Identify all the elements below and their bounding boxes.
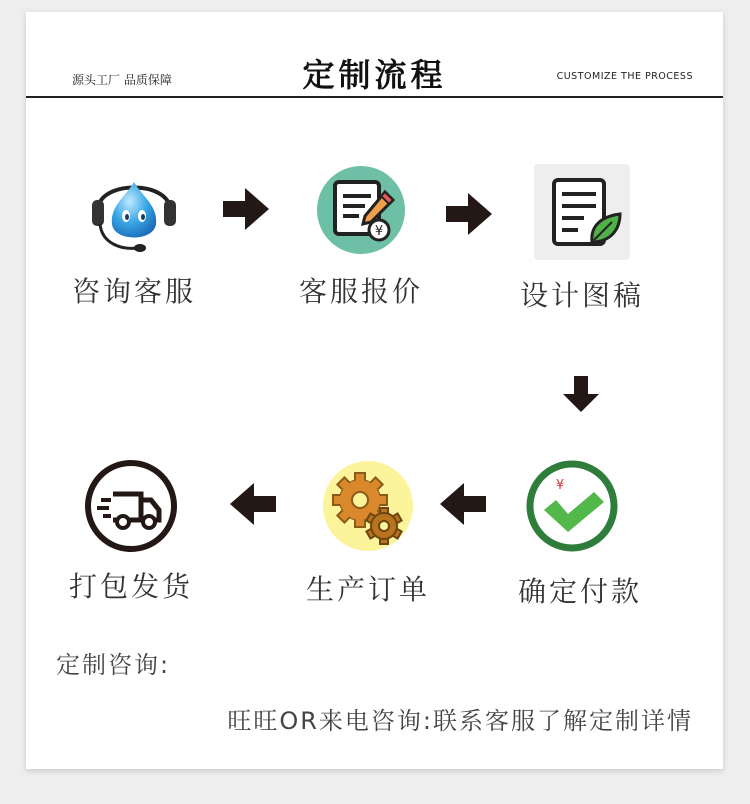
step-label-payment: 确定付款 <box>517 575 642 608</box>
step-label-design: 设计图稿 <box>519 279 644 312</box>
header-subtitle: CUSTOMIZE THE PROCESS <box>556 71 693 82</box>
step-label-delivery: 打包发货 <box>68 570 193 603</box>
arrow-right-icon <box>444 189 494 243</box>
payment-check-icon <box>524 458 620 554</box>
consult-description: 旺旺OR来电咨询:联系客服了解定制详情 <box>227 707 693 735</box>
customer-service-headset-icon <box>86 162 182 258</box>
quote-document-pencil-icon <box>313 162 409 258</box>
consult-heading: 定制咨询: <box>56 651 171 679</box>
yuan-symbol: ¥ <box>555 478 565 493</box>
design-draft-leaf-icon <box>534 164 630 260</box>
header-divider <box>26 96 723 98</box>
page-title: 定制流程 <box>302 56 447 94</box>
svg-text:¥: ¥ <box>374 224 384 239</box>
step-label-quote: 客服报价 <box>298 275 423 308</box>
delivery-truck-icon <box>83 458 179 554</box>
arrow-left-icon <box>228 479 278 533</box>
production-gears-icon <box>320 458 416 554</box>
arrow-right-icon <box>221 184 271 238</box>
step-label-consult: 咨询客服 <box>71 275 196 308</box>
arrow-left-icon <box>438 479 488 533</box>
arrow-down-icon <box>561 374 601 418</box>
header-slogan: 源头工厂 品质保障 <box>72 73 172 87</box>
step-label-production: 生产订单 <box>305 573 430 606</box>
process-card <box>26 12 723 769</box>
